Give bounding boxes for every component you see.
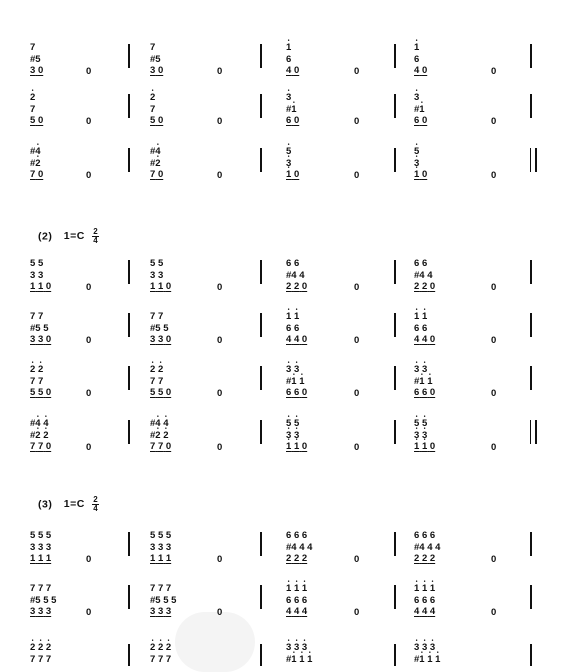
chord-note-line: 2 • 2 •	[30, 364, 51, 376]
chord-note-line: 5 5	[30, 258, 44, 269]
chord-note-line: 7 7 7	[30, 583, 52, 594]
barline	[260, 532, 262, 556]
chord-note-line: #5	[30, 53, 41, 65]
chord-s2r1b	[150, 258, 171, 293]
barline	[128, 94, 130, 118]
chord-note-line: 3 3 3	[30, 606, 52, 617]
rest-zero: 0	[86, 66, 92, 77]
chord-note-line: 6	[286, 53, 292, 65]
rest-zero: 0	[217, 66, 223, 77]
chord-note-line: 1 • 1 • 0	[414, 441, 435, 453]
chord-note-line: #5 5 5	[150, 594, 177, 606]
chord-note-line: 6 6	[286, 322, 300, 334]
barline	[394, 44, 396, 68]
chord-note-line: 3 3 0	[30, 334, 52, 345]
chord-note-line: 7 7	[30, 375, 44, 387]
barline	[260, 585, 262, 609]
chord-note-line: #2 •	[150, 158, 163, 170]
chord-note-line: 6 6	[414, 258, 428, 269]
chord-note-line: #4 4 4	[414, 541, 441, 553]
rest-zero: 0	[354, 170, 360, 181]
rest-zero: 0	[86, 282, 92, 293]
chord-note-line: #2 •	[30, 158, 43, 170]
rest-zero: 0	[354, 116, 360, 127]
rest-zero: 0	[354, 388, 360, 399]
barline	[260, 644, 262, 666]
chord-note-line: 7 7 7	[150, 653, 172, 665]
barline	[128, 148, 130, 172]
chord-note-line: 4 4 0	[286, 334, 308, 345]
barline	[128, 260, 130, 284]
chord-note-line: 6 6 6	[286, 594, 308, 606]
chord-s1r1d	[414, 42, 427, 77]
chord-note-line: #5 5 5	[30, 594, 57, 606]
chord-s1r2c	[286, 92, 299, 127]
chord-note-line: 6 6	[414, 322, 428, 334]
chord-note-line: 6 6 0	[286, 387, 308, 398]
chord-note-line: 7 0	[30, 169, 44, 180]
chord-note-line: 7 7 0	[30, 441, 52, 452]
chord-note-line: 4 0	[414, 65, 428, 76]
chord-note-line: 3 • 3 • 3 •	[286, 642, 312, 654]
chord-note-line: 7	[150, 103, 156, 115]
chord-note-line: 1 • 1 • 1 •	[414, 583, 435, 595]
barline	[530, 94, 532, 118]
chord-s2r4a	[30, 418, 51, 453]
section-2-time-signature	[92, 228, 99, 245]
chord-note-line: 5 • 5 •	[414, 418, 435, 430]
barline	[260, 420, 262, 444]
chord-note-line: 7	[30, 103, 36, 115]
chord-note-line: 3 • 3 • 3 •	[414, 642, 440, 654]
chord-note-line: 5 5 0	[150, 387, 172, 398]
chord-note-line: #1 • 1 •	[286, 376, 307, 388]
final-barline	[530, 148, 537, 172]
rest-zero: 0	[217, 116, 223, 127]
rest-zero: 0	[217, 170, 223, 181]
chord-note-line: 4 0	[286, 65, 300, 76]
chord-note-line: 3 • 3 •	[286, 430, 307, 442]
chord-s2r3c	[286, 364, 307, 399]
chord-note-line: 2 2 2	[414, 553, 436, 564]
barline	[260, 260, 262, 284]
chord-note-line: 1 • 1 •	[414, 311, 435, 323]
chord-s2r2a	[30, 311, 51, 346]
barline	[530, 313, 532, 337]
chord-s2r2c	[286, 311, 307, 346]
rest-zero: 0	[217, 282, 223, 293]
barline	[394, 420, 396, 444]
rest-zero: 0	[217, 388, 223, 399]
chord-note-line: #1 • 1 • 1 •	[414, 654, 440, 666]
rest-zero: 0	[491, 554, 497, 565]
chord-note-line: 3 3	[30, 269, 44, 281]
rest-zero: 0	[491, 116, 497, 127]
chord-note-line: 7 7 0	[150, 441, 172, 452]
barline	[128, 366, 130, 390]
chord-s1r1b	[150, 42, 163, 77]
rest-zero: 0	[491, 66, 497, 77]
chord-note-line: 1 • 1 •	[286, 311, 307, 323]
chord-note-line: 7 7 7	[30, 653, 52, 665]
rest-zero: 0	[217, 442, 223, 453]
section-2-title	[38, 228, 99, 245]
barline	[128, 532, 130, 556]
chord-note-line: 7	[150, 42, 156, 53]
chord-s2r4c	[286, 418, 307, 453]
chord-s1r3d	[414, 146, 427, 181]
rest-zero: 0	[86, 335, 92, 346]
section-2-label: (2)	[38, 230, 53, 243]
barline	[530, 260, 532, 284]
barline	[394, 148, 396, 172]
chord-s2r3d	[414, 364, 435, 399]
chord-note-line: 3 3 3	[30, 541, 52, 553]
time-denominator: 4	[93, 504, 99, 513]
chord-note-line: 4 4 0	[414, 334, 436, 345]
chord-note-line: 2 •	[30, 92, 43, 104]
section-3-time-signature	[92, 496, 99, 513]
chord-note-line: 5 •	[414, 146, 427, 158]
chord-note-line: 3 •	[286, 92, 299, 104]
chord-s1r2d	[414, 92, 427, 127]
chord-note-line: 3 3 3	[150, 606, 172, 617]
chord-note-line: 3 • 3 •	[286, 364, 307, 376]
chord-note-line: 1 • 0	[414, 169, 427, 181]
rest-zero: 0	[86, 554, 92, 565]
chord-note-line: 7 7	[150, 311, 164, 322]
barline	[128, 585, 130, 609]
barline	[394, 313, 396, 337]
section-3-title	[38, 496, 99, 513]
chord-note-line: #4 • 4 •	[30, 418, 51, 430]
chord-s2r2b	[150, 311, 171, 346]
rest-zero: 0	[491, 282, 497, 293]
chord-note-line: #5 5	[150, 322, 169, 334]
chord-note-line: #4 4	[286, 269, 305, 281]
chord-s2r4b	[150, 418, 171, 453]
chord-s3r1b	[150, 530, 171, 565]
rest-zero: 0	[491, 335, 497, 346]
chord-note-line: 1 1 1	[30, 553, 52, 564]
chord-s2r3a	[30, 364, 51, 399]
barline	[260, 94, 262, 118]
rest-zero: 0	[86, 442, 92, 453]
chord-note-line: 4 4 4	[414, 606, 436, 617]
barline	[394, 94, 396, 118]
rest-zero: 0	[86, 170, 92, 181]
barline	[260, 148, 262, 172]
chord-note-line: 1 1 1	[150, 553, 172, 564]
final-barline	[530, 420, 537, 444]
chord-note-line: #1 •	[286, 104, 299, 116]
section-2-key: 1=C	[63, 230, 85, 243]
chord-note-line: #4 •	[150, 146, 163, 158]
chord-note-line: 7	[30, 42, 36, 53]
chord-note-line: #1 • 1 •	[414, 376, 435, 388]
chord-note-line: 7 7 7	[150, 583, 172, 594]
chord-note-line: #4 4	[414, 269, 433, 281]
chord-s3r3c	[286, 642, 312, 665]
barline	[260, 44, 262, 68]
chord-s1r1c	[286, 42, 299, 77]
chord-note-line: 6 6 0	[414, 387, 436, 398]
chord-note-line: #4 • 4 •	[150, 418, 171, 430]
chord-note-line: 5 5 5	[150, 530, 172, 541]
chord-note-line: 7 7	[150, 375, 164, 387]
chord-note-line: 7 0	[150, 169, 164, 180]
chord-note-line: #2 • 2 •	[30, 430, 51, 442]
chord-note-line: 1 • 0	[286, 169, 299, 181]
chord-note-line: 3 •	[286, 158, 299, 170]
watermark	[175, 612, 255, 672]
barline	[128, 313, 130, 337]
time-numerator: 2	[93, 495, 99, 504]
chord-s3r2c	[286, 583, 307, 618]
chord-note-line: 6 0	[414, 115, 428, 126]
chord-s3r1c	[286, 530, 312, 565]
chord-s3r1a	[30, 530, 51, 565]
chord-note-line: 6 0	[286, 115, 300, 126]
chord-s3r2a	[30, 583, 56, 618]
time-denominator: 4	[93, 236, 99, 245]
chord-note-line: 3 3 3	[150, 541, 172, 553]
chord-note-line: 3 •	[414, 92, 427, 104]
rest-zero: 0	[86, 116, 92, 127]
chord-note-line: 2 2 0	[414, 281, 436, 292]
chord-note-line: 6 6 6	[286, 530, 308, 541]
chord-note-line: 3 0	[150, 65, 164, 76]
chord-s3r1d	[414, 530, 440, 565]
time-numerator: 2	[93, 227, 99, 236]
chord-note-line: 3 • 3 •	[414, 430, 435, 442]
barline	[128, 644, 130, 666]
rest-zero: 0	[354, 282, 360, 293]
chord-note-line: #1 •	[414, 104, 427, 116]
barline	[530, 644, 532, 666]
chord-note-line: 3 •	[414, 158, 427, 170]
rest-zero: 0	[217, 607, 223, 618]
chord-note-line: 5 0	[30, 115, 44, 126]
chord-note-line: 3 • 3 •	[414, 364, 435, 376]
chord-note-line: 5 •	[286, 146, 299, 158]
chord-s3r3b	[150, 642, 171, 665]
barline	[128, 44, 130, 68]
barline	[394, 366, 396, 390]
chord-note-line: #4 •	[30, 146, 43, 158]
barline	[128, 420, 130, 444]
rest-zero: 0	[354, 607, 360, 618]
chord-s1r3a	[30, 146, 43, 181]
chord-note-line: 5 5	[150, 258, 164, 269]
chord-note-line: 2 • 2 • 2 •	[30, 642, 51, 654]
rest-zero: 0	[491, 170, 497, 181]
chord-note-line: 3 3 0	[150, 334, 172, 345]
chord-s2r3b	[150, 364, 171, 399]
chord-note-line: 6 6	[286, 258, 300, 269]
barline	[530, 585, 532, 609]
chord-note-line: 3 0	[30, 65, 44, 76]
barline	[260, 366, 262, 390]
chord-note-line: 1 • 1 • 0	[286, 441, 307, 453]
chord-s3r2d	[414, 583, 435, 618]
chord-note-line: #4 4 4	[286, 541, 313, 553]
chord-note-line: 2 • 2 • 2 •	[150, 642, 171, 654]
rest-zero: 0	[491, 442, 497, 453]
chord-s1r2b	[150, 92, 163, 127]
chord-note-line: 1 •	[286, 42, 299, 54]
chord-s3r2b	[150, 583, 176, 618]
rest-zero: 0	[354, 66, 360, 77]
rest-zero: 0	[86, 607, 92, 618]
barline	[530, 532, 532, 556]
chord-note-line: 1 •	[414, 42, 427, 54]
chord-s2r1d	[414, 258, 435, 293]
barline	[394, 532, 396, 556]
chord-s1r2a	[30, 92, 43, 127]
rest-zero: 0	[354, 554, 360, 565]
chord-s3r3a	[30, 642, 51, 665]
chord-note-line: 5 • 5 •	[286, 418, 307, 430]
chord-note-line: #5 5	[30, 322, 49, 334]
rest-zero: 0	[217, 554, 223, 565]
chord-s3r3d	[414, 642, 440, 665]
chord-note-line: 6 6 6	[414, 594, 436, 606]
chord-note-line: 2 2 0	[286, 281, 308, 292]
rest-zero: 0	[217, 335, 223, 346]
chord-note-line: 1 1 0	[150, 281, 172, 292]
chord-note-line: 5 0	[150, 115, 164, 126]
rest-zero: 0	[491, 388, 497, 399]
chord-note-line: #5	[150, 53, 161, 65]
rest-zero: 0	[86, 388, 92, 399]
chord-note-line: 1 1 0	[30, 281, 52, 292]
barline	[530, 44, 532, 68]
chord-note-line: 6	[414, 53, 420, 65]
rest-zero: 0	[354, 442, 360, 453]
barline	[394, 585, 396, 609]
chord-note-line: #1 • 1 • 1 •	[286, 654, 312, 666]
chord-note-line: 1 • 1 • 1 •	[286, 583, 307, 595]
chord-note-line: 4 4 4	[286, 606, 308, 617]
rest-zero: 0	[491, 607, 497, 618]
chord-s1r3b	[150, 146, 163, 181]
chord-s2r1a	[30, 258, 51, 293]
chord-s2r2d	[414, 311, 435, 346]
chord-note-line: 2 • 2 •	[150, 364, 171, 376]
rest-zero: 0	[354, 335, 360, 346]
chord-s1r3c	[286, 146, 299, 181]
chord-s1r1a	[30, 42, 43, 77]
chord-note-line: 2 2 2	[286, 553, 308, 564]
barline	[260, 313, 262, 337]
barline	[530, 366, 532, 390]
chord-s2r1c	[286, 258, 307, 293]
chord-note-line: 2 •	[150, 92, 163, 104]
barline	[394, 644, 396, 666]
chord-s2r4d	[414, 418, 435, 453]
chord-note-line: 3 3	[150, 269, 164, 281]
chord-note-line: 5 5 0	[30, 387, 52, 398]
chord-note-line: 7 7	[30, 311, 44, 322]
barline	[394, 260, 396, 284]
section-3-key: 1=C	[63, 498, 85, 511]
chord-note-line: 5 5 5	[30, 530, 52, 541]
chord-note-line: 6 6 6	[414, 530, 436, 541]
section-3-label: (3)	[38, 498, 53, 511]
chord-note-line: #2 • 2 •	[150, 430, 171, 442]
